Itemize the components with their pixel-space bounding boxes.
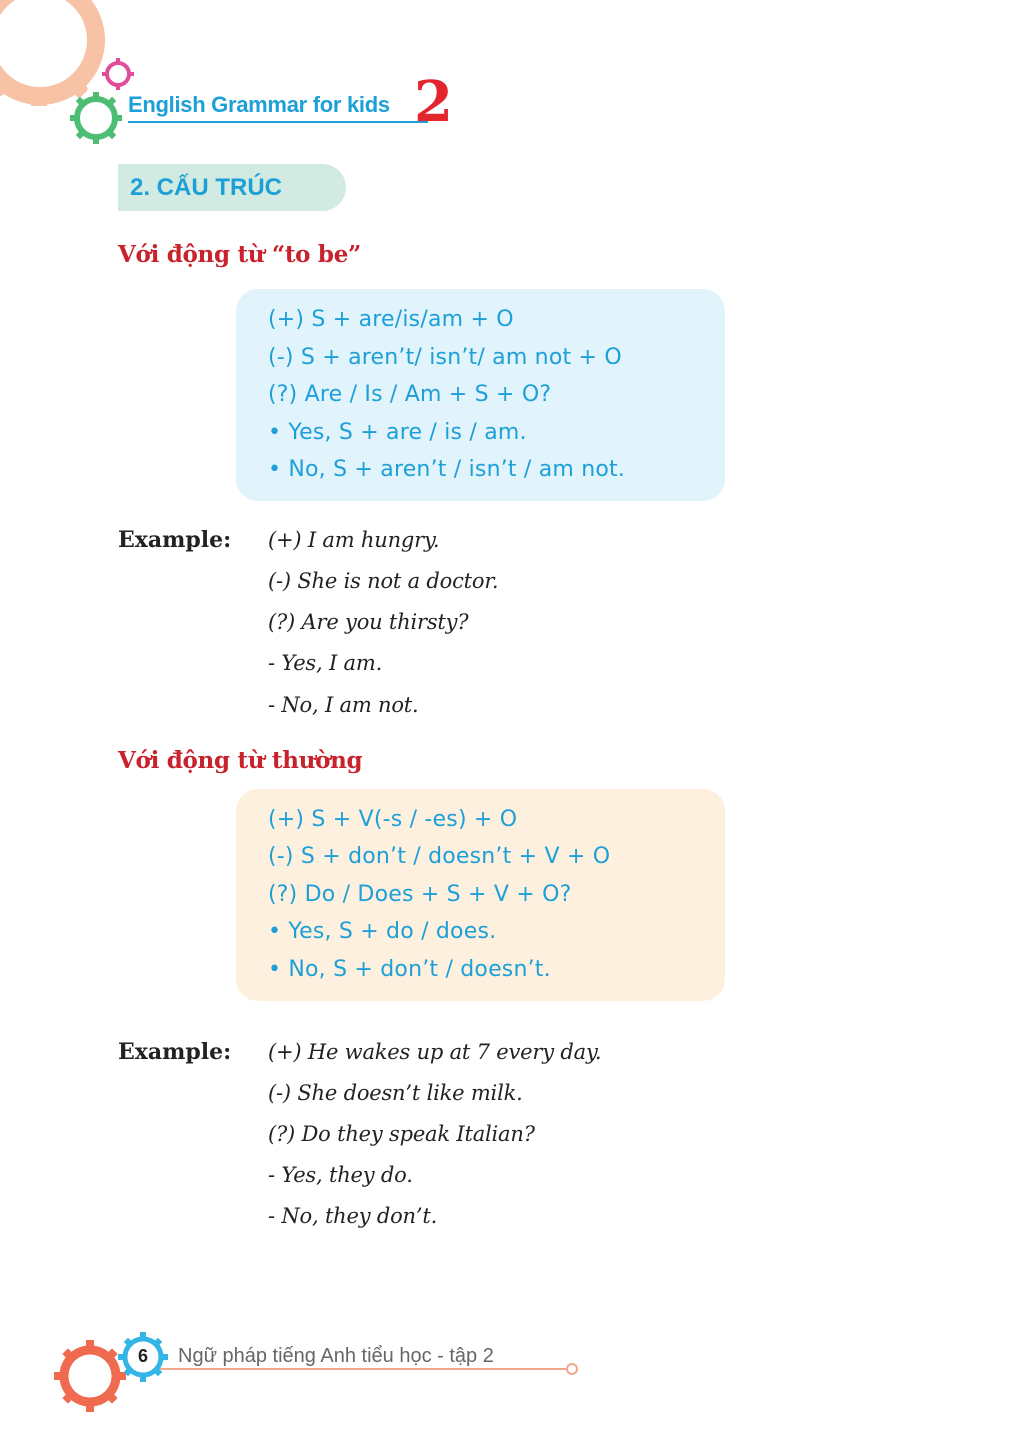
footer-line-end-dot (566, 1363, 578, 1375)
tobe-example-question: (?) Are you thirsty? (268, 610, 469, 634)
regular-formula-question: (?) Do / Does + S + V + O? (268, 882, 572, 907)
regular-example-yes: - Yes, they do. (268, 1163, 413, 1187)
footer-line (160, 1368, 568, 1370)
book-volume-number: 2 (414, 69, 453, 135)
regular-example-label: Example: (118, 1039, 232, 1065)
tobe-example-yes: - Yes, I am. (268, 651, 383, 675)
section-title: 2. CẤU TRÚC (130, 174, 283, 201)
title-underline (128, 121, 428, 123)
regular-example-positive: (+) He wakes up at 7 every day. (268, 1040, 602, 1064)
tobe-formula-yes: • Yes, S + are / is / am. (268, 420, 527, 445)
book-title: English Grammar for kids (128, 92, 390, 117)
gear-small-pink-icon (102, 58, 134, 90)
regular-example-question: (?) Do they speak Italian? (268, 1122, 535, 1146)
regular-heading: Với động từ thường (118, 747, 363, 774)
regular-formula-no: • No, S + don’t / doesn’t. (268, 957, 551, 982)
tobe-example-negative: (-) She is not a doctor. (268, 569, 499, 593)
tobe-formula-positive: (+) S + are/is/am + O (268, 307, 514, 332)
regular-example-negative: (-) She doesn’t like milk. (268, 1081, 523, 1105)
gear-orange-icon (54, 1340, 126, 1412)
gear-large-peach-icon (0, 0, 102, 106)
regular-formula-positive: (+) S + V(-s / -es) + O (268, 807, 518, 832)
decorative-gears-bottom (50, 1328, 170, 1418)
tobe-example-positive: (+) I am hungry. (268, 528, 440, 552)
tobe-example-no: - No, I am not. (268, 693, 419, 717)
tobe-formula-question: (?) Are / Is / Am + S + O? (268, 382, 552, 407)
page-number: 6 (137, 1346, 148, 1366)
tobe-example-label: Example: (118, 527, 232, 553)
tobe-heading: Với động từ “to be” (118, 241, 361, 268)
regular-formula-yes: • Yes, S + do / does. (268, 919, 497, 944)
regular-formula-negative: (-) S + don’t / doesn’t + V + O (268, 844, 611, 869)
footer-book-title: Ngữ pháp tiếng Anh tiểu học - tập 2 (178, 1345, 494, 1367)
tobe-formula-no: • No, S + aren’t / isn’t / am not. (268, 457, 626, 482)
decorative-gears-top (0, 0, 150, 150)
gear-medium-green-icon (70, 92, 122, 144)
regular-example-no: - No, they don’t. (268, 1204, 438, 1228)
tobe-formula-negative: (-) S + aren’t/ isn’t/ am not + O (268, 345, 622, 370)
